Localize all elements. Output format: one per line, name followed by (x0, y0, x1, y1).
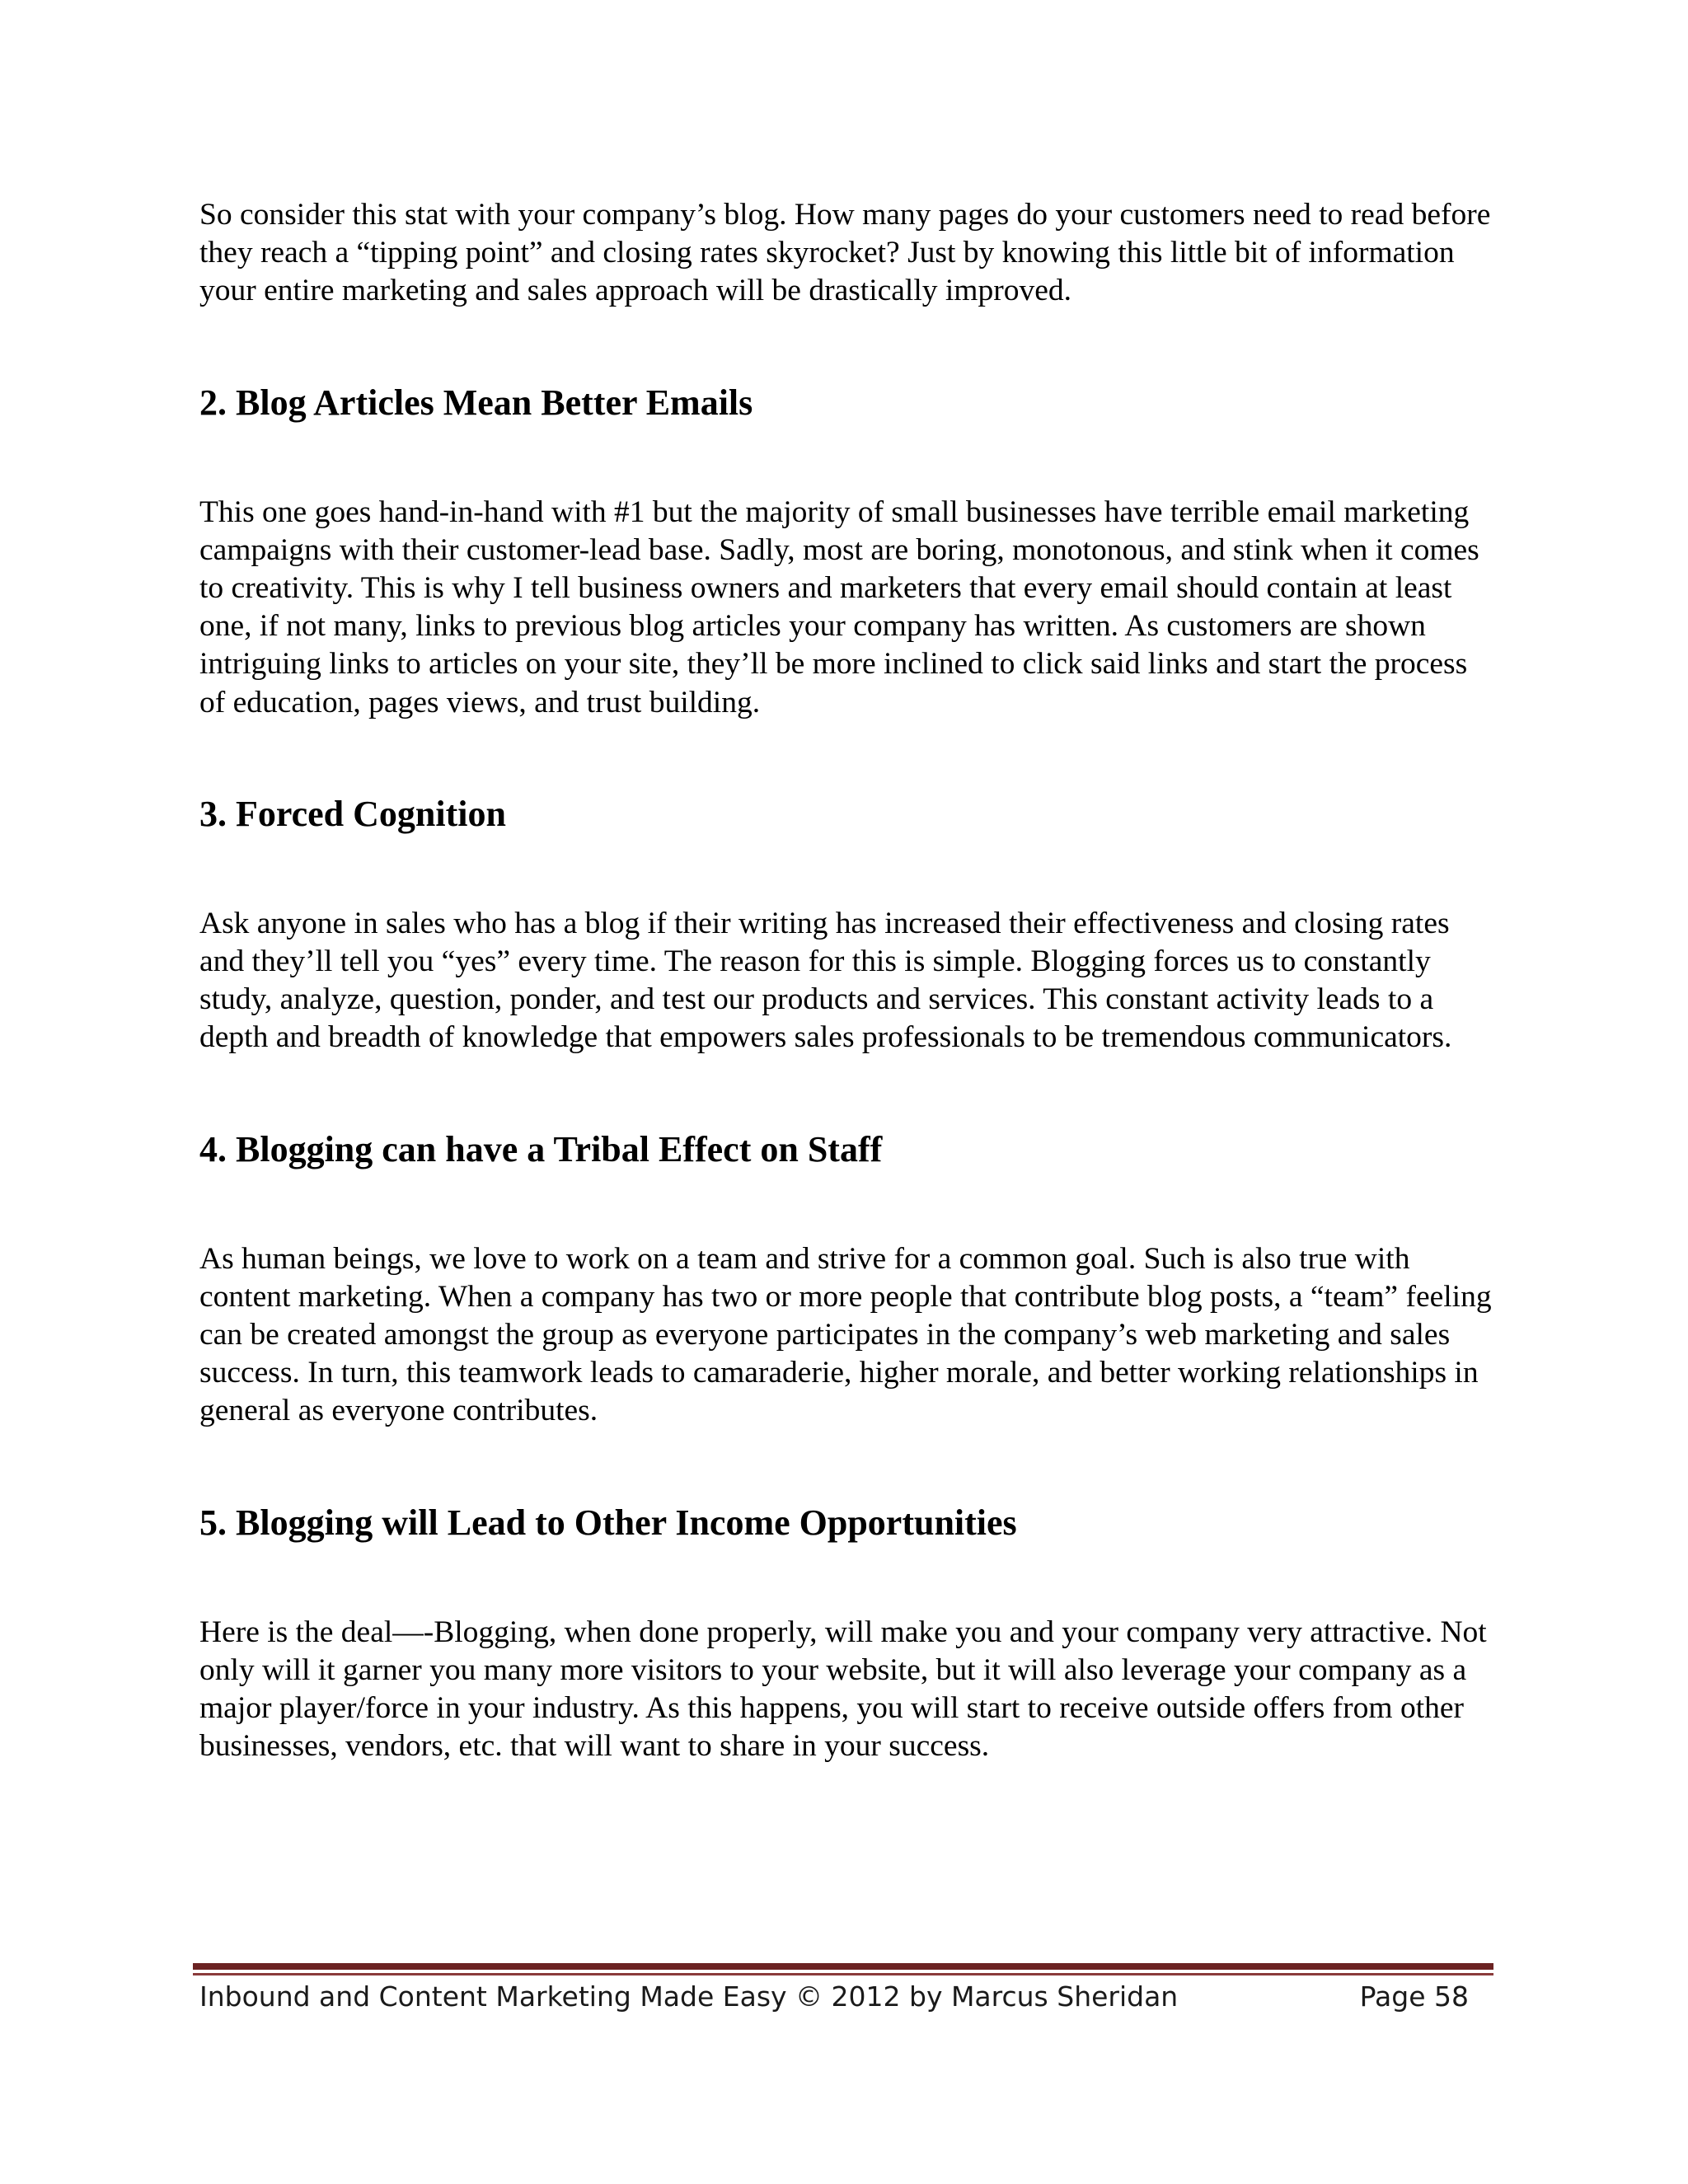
section-heading-tribal-effect: 4. Blogging can have a Tribal Effect on Staff (199, 1128, 883, 1169)
footer-title: Inbound and Content Marketing Made Easy © 2012 by Marcus Sheridan (199, 1980, 1179, 2013)
section-heading-income-opportunities: 5. Blogging will Lead to Other Income Opportunities (199, 1502, 1017, 1543)
section-paragraph-income-opportunities: Here is the deal—-Blogging, when done properly, will make you and your company very attractive. Not only will it garner you many more visitors to your website, but it will also leverage your company as a major player/force in your industry. As this happens, you will start to receive outside offers from other businesses, vendors, etc. that will want to share in your success. (199, 1615, 1487, 1764)
section-paragraph-blog-articles-emails: This one goes hand-in-hand with #1 but the majority of small businesses have terrible email marketing campaigns with their customer-lead base. Sadly, most are boring, monotonous, and stink when it comes to creativity. This is why I tell business owners and marketers that every email should contain at least one, if not many, links to previous blog articles your company has written. As customers are shown intriguing links to articles on your site, they’ll be more inclined to click said links and start the process of education, pages views, and trust building. (199, 494, 1479, 719)
section-paragraph-forced-cognition: Ask anyone in sales who has a blog if their writing has increased their effectiveness and closing rates and they’ll tell you “yes” every time. The reason for this is simple. Blogging forces us to constantly study, analyze, question, ponder, and test our products and services. This constant activity leads to a depth and breadth of knowledge that empowers sales professionals to be tremendous communicators. (199, 906, 1452, 1055)
section-paragraph-tribal-effect: As human beings, we love to work on a team and strive for a common goal. Such is also true with content marketing. When a company has two or more people that contribute blog posts, a “team” feeling can be created amongst the group as everyone participates in the company’s web marketing and sales success. In turn, this teamwork leads to camaraderie, higher morale, and better working relationships in general as everyone contributes. (199, 1241, 1492, 1428)
section-heading-forced-cognition: 3. Forced Cognition (199, 793, 506, 834)
page-content (199, 196, 1498, 1765)
intro-paragraph: So consider this stat with your company’s blog. How many pages do your customers need to read before they reach a “tipping point” and closing rates skyrocket? Just by knowing this little bit of information your entire marketing and sales approach will be drastically improved. (199, 198, 1491, 308)
footer-rule-thick (193, 1963, 1493, 1970)
section-heading-blog-articles-emails: 2. Blog Articles Mean Better Emails (199, 382, 753, 423)
footer-page-number: Page 58 (1359, 1980, 1469, 2013)
footer-rule-thin (193, 1973, 1493, 1975)
